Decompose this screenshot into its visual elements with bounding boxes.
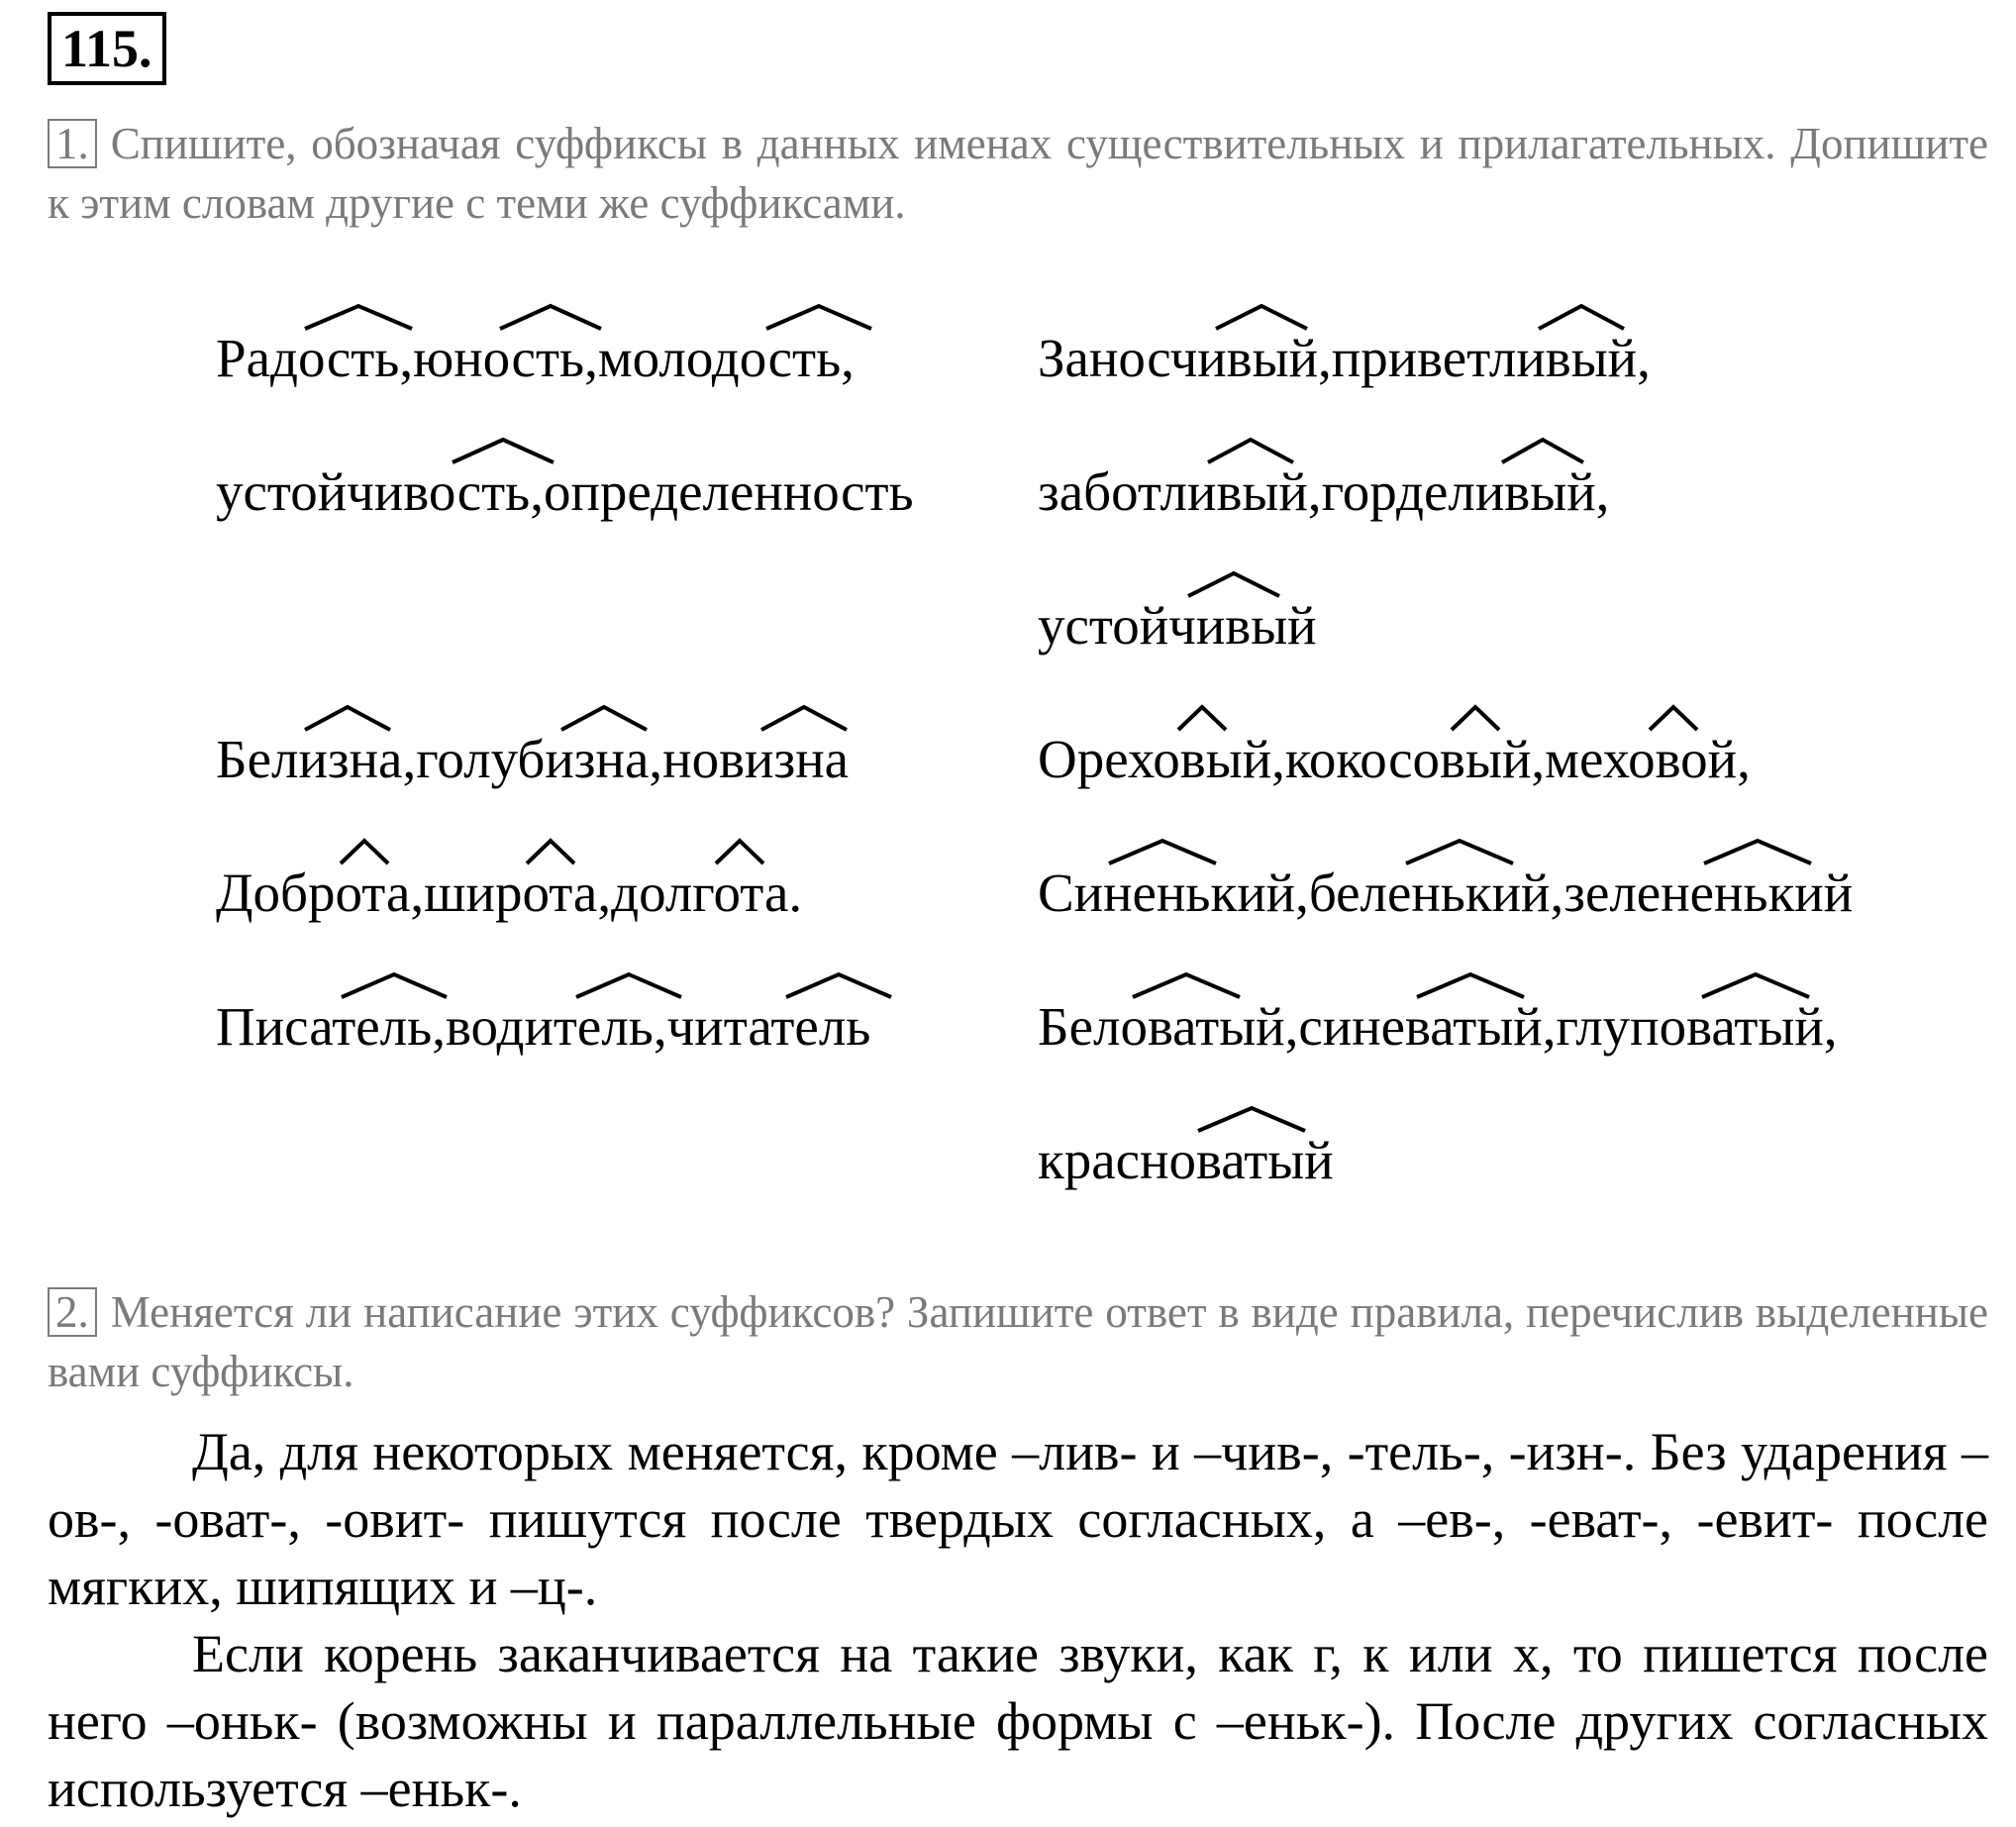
suffix-arc	[303, 704, 392, 732]
word-line-row4-right	[1038, 728, 1751, 791]
word-line-row1-left	[216, 327, 855, 390]
suffix-arc	[1415, 971, 1526, 999]
suffix-arc	[303, 303, 414, 331]
task-2-text: Меняется ли написание этих суффиксов? Запишите ответ в виде правила, перечислив выделенные вами суффиксы.	[48, 1287, 1988, 1396]
word: Ореховый,	[1038, 728, 1285, 791]
suffix-arc	[1107, 838, 1218, 865]
suffix-arc	[498, 303, 603, 331]
suffix-arc	[1206, 437, 1295, 464]
word: голубизна,	[416, 728, 662, 791]
word: Беловатый,	[1038, 995, 1298, 1059]
suffix-arc	[1131, 971, 1242, 999]
word-line-row5-left	[216, 862, 802, 925]
task-1-text: Спишите, обозначая суффиксы в данных именах существительных и прилагательных. Допишите к этим словам другие с теми же суффиксами.	[48, 119, 1988, 228]
suffix-arc	[1702, 838, 1813, 865]
word: новизна	[662, 728, 849, 791]
word-line-row2-left	[216, 460, 914, 524]
word: приветливый,	[1332, 327, 1651, 390]
word-line-row3-right	[1038, 594, 1317, 658]
suffix-arc	[559, 704, 649, 732]
suffix-arc	[764, 303, 873, 331]
word: устойчивость,	[216, 460, 544, 524]
word: долгота.	[611, 862, 802, 925]
word: Доброта,	[216, 862, 424, 925]
word-line-row6-right	[1038, 995, 1838, 1059]
task-1-number: 1.	[48, 119, 97, 168]
suffix-arc	[759, 704, 849, 732]
word: водитель,	[446, 995, 667, 1059]
word: широта,	[424, 862, 611, 925]
word: юность,	[413, 327, 598, 390]
suffix-arc	[1214, 303, 1309, 331]
suffix-arc	[1176, 704, 1228, 732]
word-line-row5-right	[1038, 862, 1853, 925]
word: Писатель,	[216, 995, 446, 1059]
suffix-arc	[714, 838, 765, 865]
answer-paragraph-2: Если корень заканчивается на такие звуки, как г, к или х, то пишется после него –оньк- (возможны и параллельные формы с –еньк-). После других согласных используется –еньк-.	[48, 1624, 1988, 1818]
word-line-row6-left	[216, 995, 870, 1059]
word: горделивый,	[1322, 460, 1610, 524]
word: кокосовый,	[1285, 728, 1545, 791]
task-1	[48, 114, 1988, 233]
word: синеватый,	[1298, 995, 1556, 1059]
answer-paragraph-1: Да, для некоторых меняется, кроме –лив- и –чив-, -тель-, -изн-. Без ударения –ов-, -оват-, -овит- пишутся после твердых согласных, а –ев-, -еват-, -евит- после мягких, шипящих и –ц-.	[48, 1422, 1988, 1616]
word: заботливый,	[1038, 460, 1322, 524]
word: зелененький	[1563, 862, 1853, 925]
task-2-number: 2.	[48, 1287, 97, 1337]
word: Радость,	[216, 327, 413, 390]
word: читатель	[667, 995, 871, 1059]
suffix-arc	[784, 971, 893, 999]
suffix-arc	[1450, 704, 1501, 732]
word: устойчивый	[1038, 594, 1317, 658]
suffix-arc	[525, 838, 576, 865]
suffix-arc	[340, 971, 449, 999]
suffix-arc	[1500, 437, 1585, 464]
suffix-arc	[1648, 704, 1699, 732]
word-line-row4-left	[216, 728, 849, 791]
suffix-arc	[1196, 1105, 1307, 1133]
word: Белизна,	[216, 728, 416, 791]
suffix-arc	[1186, 570, 1281, 598]
suffix-arc	[451, 437, 555, 464]
word: меховой,	[1545, 728, 1751, 791]
task-2	[48, 1282, 1988, 1401]
word: Заносчивый,	[1038, 327, 1332, 390]
word-line-row1-right	[1038, 327, 1651, 390]
word-line-row7-right	[1038, 1129, 1334, 1192]
suffix-arc	[339, 838, 390, 865]
suffix-arc	[1700, 971, 1811, 999]
word: беленький,	[1309, 862, 1563, 925]
word: определенность	[544, 461, 914, 522]
exercise-number: 115.	[48, 12, 166, 85]
suffix-arc	[1537, 303, 1626, 331]
suffix-arc	[1404, 838, 1515, 865]
word: молодость,	[598, 327, 855, 390]
word: красноватый	[1038, 1129, 1334, 1192]
word-line-row2-right	[1038, 460, 1609, 524]
word: глуповатый,	[1556, 995, 1837, 1059]
word: Синенький,	[1038, 862, 1309, 925]
